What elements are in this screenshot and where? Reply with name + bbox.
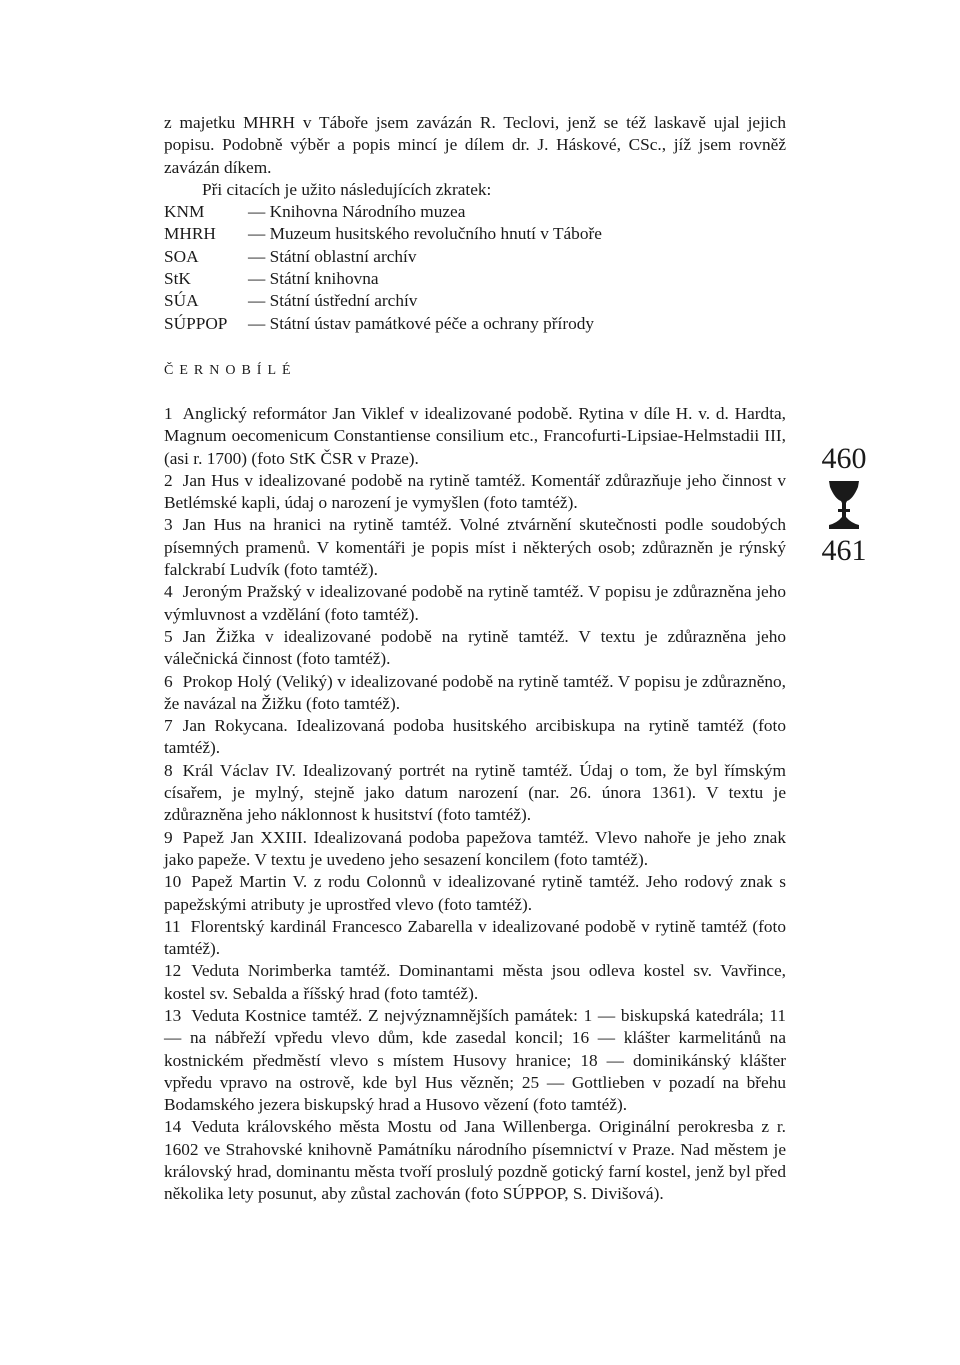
abbreviation-definition: — Státní ústav památkové péče a ochrany přírody: [248, 313, 594, 333]
abbreviation-row: [164, 290, 786, 312]
abbreviation-code: SOA: [164, 246, 199, 266]
caption-text: Veduta Kostnice tamtéž. Z nejvýznamnějších památek: 1 — biskupská katedrála; 11 — na nábřeží vpředu vlevo dům, kde zasedal koncil; 16 — klášter karmelitánů na kostnickém předměstí vlevo s místem Husovy hranice; 18 — dominikánský klášter vpředu vpravo na ostrově, kde byl Hus vězněn; 25 — Gottlieben v pozadí na břehu Bodamského jezera biskupský hrad a Husovo vězení (foto tamtéž).: [164, 1005, 786, 1115]
abbreviations-intro: Při citacích je užito následujících zkratek:: [202, 179, 492, 199]
caption-item: [164, 916, 786, 961]
caption-list: [164, 403, 786, 1206]
abbreviation-code: SÚPPOP: [164, 313, 228, 333]
caption-item: [164, 470, 786, 515]
abbreviation-definition: — Státní oblastní archív: [248, 246, 417, 266]
abbreviation-row: [164, 201, 786, 223]
abbreviation-definition: — Státní knihovna: [248, 269, 379, 289]
caption-number: 1: [164, 403, 173, 423]
chalice-icon: [827, 479, 861, 533]
caption-text: Prokop Holý (Veliký) v idealizované podobě na rytině tamtéž. V popisu je zdůrazněno, že navázal na Žižku (foto tamtéž).: [164, 671, 786, 713]
abbreviation-row: [164, 313, 786, 335]
abbreviation-code: KNM: [164, 202, 205, 222]
intro-paragraph: z majetku MHRH v Táboře jsem zavázán R. Teclovi, jenž se též laskavě ujal jejich popisu. Podobně výběr a popis mincí je dílem dr. J. Háskové, CSc., jíž jsem rovněž zavázán díkem.: [164, 113, 786, 177]
caption-text: Jan Rokycana. Idealizovaná podoba husitského arcibiskupa na rytině tamtéž (foto tamtéž).: [164, 716, 786, 758]
caption-item: [164, 960, 786, 1005]
caption-text: Papež Jan XXIII. Idealizovaná podoba papežova tamtéž. Vlevo nahoře je jeho znak jako papeže. V textu je uvedeno jeho sesazení koncilem (foto tamtéž).: [164, 827, 786, 869]
page-number-top: 460: [821, 442, 867, 475]
caption-item: [164, 626, 786, 671]
abbreviation-row: [164, 268, 786, 290]
page-number-bottom: 461: [821, 534, 867, 567]
abbreviation-code: MHRH: [164, 224, 216, 244]
caption-item: [164, 403, 786, 470]
caption-item: [164, 671, 786, 716]
caption-number: 11: [164, 916, 181, 936]
caption-number: 10: [164, 872, 182, 892]
caption-number: 9: [164, 827, 173, 847]
caption-item: [164, 827, 786, 872]
caption-number: 8: [164, 760, 173, 780]
abbreviation-definition: — Muzeum husitského revolučního hnutí v Táboře: [248, 224, 602, 244]
caption-number: 6: [164, 671, 173, 691]
caption-text: Anglický reformátor Jan Viklef v idealizované podobě. Rytina v díle H. v. d. Hardta, Magnum oecomenicum Constantiense consilium etc., Francofurti-Lipsiae-Helmstadii III, (asi r. 1700) (foto StK ČSR v Praze).: [164, 403, 786, 468]
caption-text: Veduta královského města Mostu od Jana Willenberga. Originální perokresba z r. 1602 ve Strahovské knihovně Památníku národního písemnictví v Praze. Nad městem je královský hrad, dominantu města tvoří proslulý pozdně gotický farní kostel, jenž byl před několika lety posunut, aby zůstal zachován (foto SÚPPOP, S. Divišová).: [164, 1117, 786, 1204]
abbreviation-code: StK: [164, 269, 191, 289]
abbreviation-row: [164, 246, 786, 268]
caption-number: 3: [164, 515, 173, 535]
caption-text: Veduta Norimberka tamtéž. Dominantami města jsou odleva kostel sv. Vavřince, kostel sv. Sebalda a říšský hrad (foto tamtéž).: [164, 961, 786, 1003]
caption-item: [164, 1005, 786, 1116]
caption-number: 13: [164, 1005, 182, 1025]
abbreviation-definition: — Státní ústřední archív: [248, 291, 418, 311]
abbreviation-definition: — Knihovna Národního muzea: [248, 202, 466, 222]
caption-number: 2: [164, 470, 173, 490]
abbreviation-code: SÚA: [164, 291, 199, 311]
abbreviation-row: [164, 223, 786, 245]
caption-text: Jan Hus na hranici na rytině tamtéž. Volné ztvárnění skutečnosti podle soudobých písemných pramenů. V komentáři je popis míst i některých osob; zdůrazněn je rýnský falckrabí Ludvík (foto tamtéž).: [164, 515, 786, 580]
caption-number: 7: [164, 716, 173, 736]
caption-item: [164, 715, 786, 760]
caption-text: Florentský kardinál Francesco Zabarella v idealizované podobě v rytině tamtéž (foto tamtéž).: [164, 916, 786, 959]
caption-number: 14: [164, 1117, 182, 1137]
caption-text: Jan Hus v idealizované podobě na rytině tamtéž. Komentář zdůrazňuje jeho činnost v Betlémské kapli, údaj o narození je vymyšlen (foto tamtéž).: [164, 470, 786, 513]
caption-item: [164, 514, 786, 581]
caption-item: [164, 760, 786, 827]
caption-text: Papež Martin V. z rodu Colonnů v idealizované rytině tamtéž. Jeho rodový znak s papežskými atributy je uprostřed vlevo (foto tamtéž).: [164, 872, 786, 914]
abbreviation-list: [164, 201, 786, 335]
caption-text: Jan Žižka v idealizované podobě na rytině tamtéž. V textu je zdůrazněna jeho válečnická činnost (foto tamtéž).: [164, 626, 786, 669]
caption-number: 12: [164, 961, 182, 981]
text-column: [164, 112, 786, 1206]
caption-number: 5: [164, 626, 173, 646]
caption-item: [164, 581, 786, 626]
caption-item: [164, 871, 786, 916]
section-heading: ČERNOBÍLÉ: [164, 362, 297, 378]
caption-number: 4: [164, 582, 173, 602]
page-marker: [814, 443, 874, 567]
caption-text: Jeroným Pražský v idealizované podobě na rytině tamtéž. V popisu je zdůrazněna jeho výmluvnost a vzdělání (foto tamtéž).: [164, 582, 786, 624]
caption-item: [164, 1116, 786, 1205]
caption-text: Král Václav IV. Idealizovaný portrét na rytině tamtéž. Údaj o tom, že byl římským císařem, je mylný, stejně jako datum narození (nar. 26. února 1361). V textu je zdůrazněna jeho náklonnost k husitství (foto tamtéž).: [164, 760, 786, 825]
